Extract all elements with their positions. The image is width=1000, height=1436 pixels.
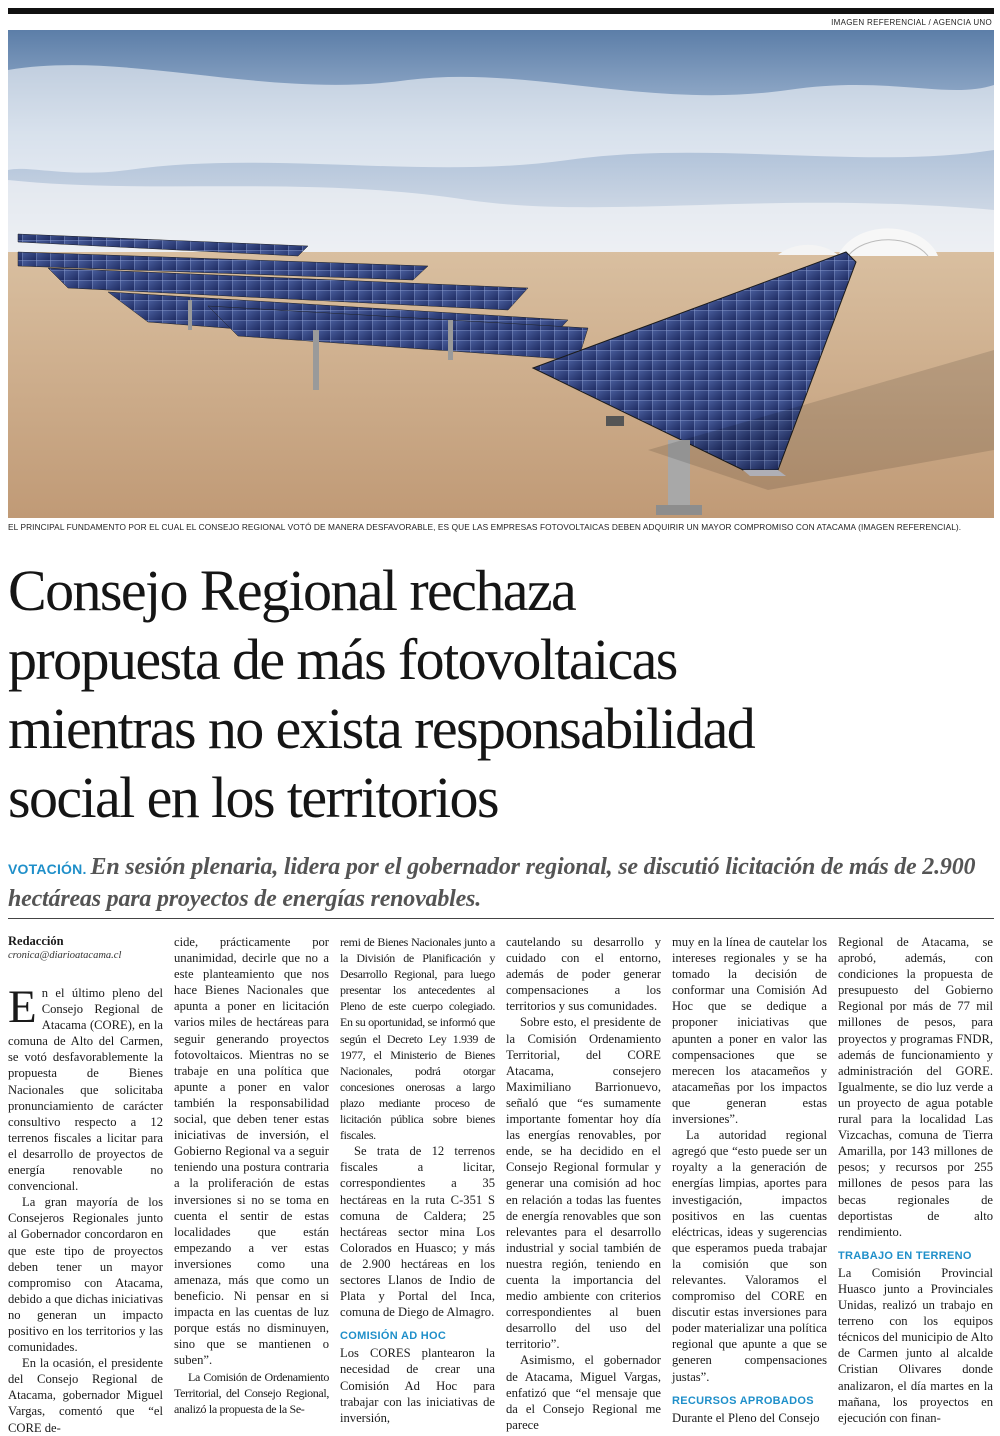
byline-email: cronica@diarioatacama.cl (8, 950, 122, 961)
drop-cap: E (8, 981, 37, 1033)
paragraph: cide, prácticamente por unanimidad, decirle que no a este planteamiento que nos hace Bienes Nacionales que apunta a poner en licitación varios miles de hectáreas para seguir generando proyectos fotovoltaicos. Mientras no se trabaje en una política que apunte a poner en valor también la responsabilidad social, que deben tener estas iniciativas de inversión, el Gobierno Regional va a seguir teniendo una postura contraria a la proliferación de estas inversiones si no se toma en cuenta el sentir de estas localidades que están empezando a ver estas inversiones como una amenaza, más que como un beneficio. Ni pensar en si impacta en las cuentas de luz porque estás no disminuyen, sino que se mantienen o suben”. (174, 935, 329, 1368)
paragraph: Se trata de 12 terrenos fiscales a licitar, correspondientes a 35 hectáreas en la ruta C-351 S comuna de Caldera; 25 hectáreas sector mina Los Colorados en Huasco; y más de 2.900 hectáreas en los sectores Llanos de Indio de Plata y Portal del Inca, comuna de Diego de Almagro. (340, 1144, 495, 1320)
headline-line-4: social en los territorios (8, 765, 498, 830)
paragraph: Asimismo, el gobernador de Atacama, Miguel Vargas, enfatizó que “el mensaje que da el Consejo Regional me parece (506, 1353, 661, 1432)
photo-credit: IMAGEN REFERENCIAL / AGENCIA UNO (831, 18, 992, 27)
subhead-trabajo-en-terreno: TRABAJO EN TERRENO (838, 1249, 972, 1262)
deck-rule (8, 918, 994, 919)
headline-line-3: mientras no exista responsabilidad (8, 696, 755, 761)
paragraph: La gran mayoría de los Consejeros Regionales junto al Gobernador concordaron en que este tipo de proyectos deben tener un mayor compromiso con Atacama, debido a que dichas iniciativas no generan un impacto positivo en los territorios y las comunidades. (8, 1195, 163, 1355)
column-3 (340, 934, 495, 1425)
top-rule (8, 8, 994, 14)
byline-author: Redacción (8, 934, 64, 948)
paragraph: remi de Bienes Nacionales junto a la División de Planificación y Desarrollo Regional, para luego presentar los antecedentes al Pleno de este cuerpo colegiado. En su oportunidad, se informó que según el Decreto Ley 1.939 de 1977, el Ministerio de Bienes Nacionales, podrá otorgar concesiones onerosas a largo plazo mediante proceso de licitación pública sobre bienes fiscales. (340, 935, 495, 1143)
column-2 (174, 934, 329, 1416)
headline (8, 556, 994, 832)
column-1 (8, 934, 163, 1435)
paragraph: La Comisión de Ordenamiento Territorial, del Consejo Regional, analizó la propuesta de la Se- (174, 1369, 329, 1416)
column-4 (506, 934, 661, 1432)
column-6 (838, 934, 993, 1425)
deck (8, 852, 994, 914)
paragraph: Regional de Atacama, se aprobó, además, con condiciones la propuesta de presupuesto del Gobierno Regional por más de 77 mil millones de pesos, para proyectos y programas FNDR, además de funcionamiento y administración del GORE. Igualmente, se dio luz verde a un proyecto de agua potable rural para la localidad Las Vizcachas, comuna de Tierra Amarilla, por 143 millones de pesos; y recursos por 255 millones de pesos para las becas regionales de deportistas de alto rendimiento. (838, 935, 993, 1239)
paragraph: Sobre esto, el presidente de la Comisión Ordenamiento Territorial, del CORE Atacama, consejero Maximiliano Barrionuevo, señaló que “es sumamente importante fomentar hoy día las energías renovables, por ende, se ha decidido en el Consejo Regional formular y generar una comisión ad hoc en relación a todas las fuentes de energía renovables que son relevantes para el desarrollo industrial y social también de nuestra región, teniendo en cuenta la importancia del medio ambiente con criterios correspondientes al buen desarrollo del uso del territorio”. (506, 1015, 661, 1352)
paragraph: Durante el Pleno del Consejo (672, 1410, 820, 1425)
solar-farm-illustration (8, 30, 994, 518)
paragraph: cautelando su desarrollo y cuidado con el entorno, además de poder generar compensaciones a los territorios y sus comunidades. (506, 935, 661, 1014)
solar-farm-photo (8, 30, 994, 518)
paragraph: muy en la línea de cautelar los intereses regionales y se ha tomado la decisión de conformar una Comisión Ad Hoc que se dedique a proponer iniciativas que apunten a poner en valor las compensaciones que se merecen los atacameños y atacameñas por los impactos que generan estas inversiones”. (672, 935, 827, 1127)
deck-text: En sesión plenaria, lidera por el gobernador regional, se discutió licitación de más de 2.900 hectáreas para proyectos de energías renovables. (8, 854, 976, 912)
subhead-recursos-aprobados: RECURSOS APROBADOS (672, 1394, 814, 1407)
paragraph: La Comisión Provincial Huasco junto a Provinciales Unidas, realizó un trabajo en terreno con los equipos técnicos del municipio de Alto de Carmen junto al alcalde Cristian Olivares donde analizaron, el día martes en la mañana, los proyectos en ejecución con finan- (838, 1265, 993, 1425)
photo-caption: EL PRINCIPAL FUNDAMENTO POR EL CUAL EL CONSEJO REGIONAL VOTÓ DE MANERA DESFAVORABLE, ES QUE LAS EMPRESAS FOTOVOLTAICAS DEBEN ADQUIRIR UN MAYOR COMPROMISO CON ATACAMA (IMAGEN REFERENCIAL). (8, 522, 962, 532)
column-5 (672, 934, 827, 1425)
paragraph: En el último pleno del Consejo Regional de Atacama (CORE), en la comuna de Alto del Carmen, se votó desfavorablemente la propuesta de Bienes Nacionales que solicitaba pronunciamiento de carácter consultivo respecto a 12 terrenos fiscales a licitar para el desarrollo de proyectos de energía renovable no convencional. (8, 981, 163, 1194)
headline-line-2: propuesta de más fotovoltaicas (8, 627, 677, 692)
deck-kicker: VOTACIÓN. (8, 861, 87, 877)
paragraph: Los CORES plantearon la necesidad de crear una Comisión Ad Hoc para trabajar con las iniciativas de inversión, (340, 1346, 495, 1425)
paragraph: La autoridad regional agregó que “esto puede ser un royalty a la generación de energías limpias, aportes para investigación, impactos positivos en las cuentas eléctricas, ideas y sugerencias que esperamos pueda trabajar la comisión que son relevantes. Valoramos el compromiso del CORE en discutir estas inversiones para poder materializar una política regional que apunte a que se generen compensaciones justas”. (672, 1128, 827, 1384)
paragraph: En la ocasión, el presidente del Consejo Regional de Atacama, gobernador Miguel Vargas, comentó que “el CORE de- (8, 1356, 163, 1435)
headline-line-1: Consejo Regional rechaza (8, 558, 576, 623)
subhead-comision-ad-hoc: COMISIÓN AD HOC (340, 1330, 447, 1343)
article-body (8, 934, 994, 1435)
